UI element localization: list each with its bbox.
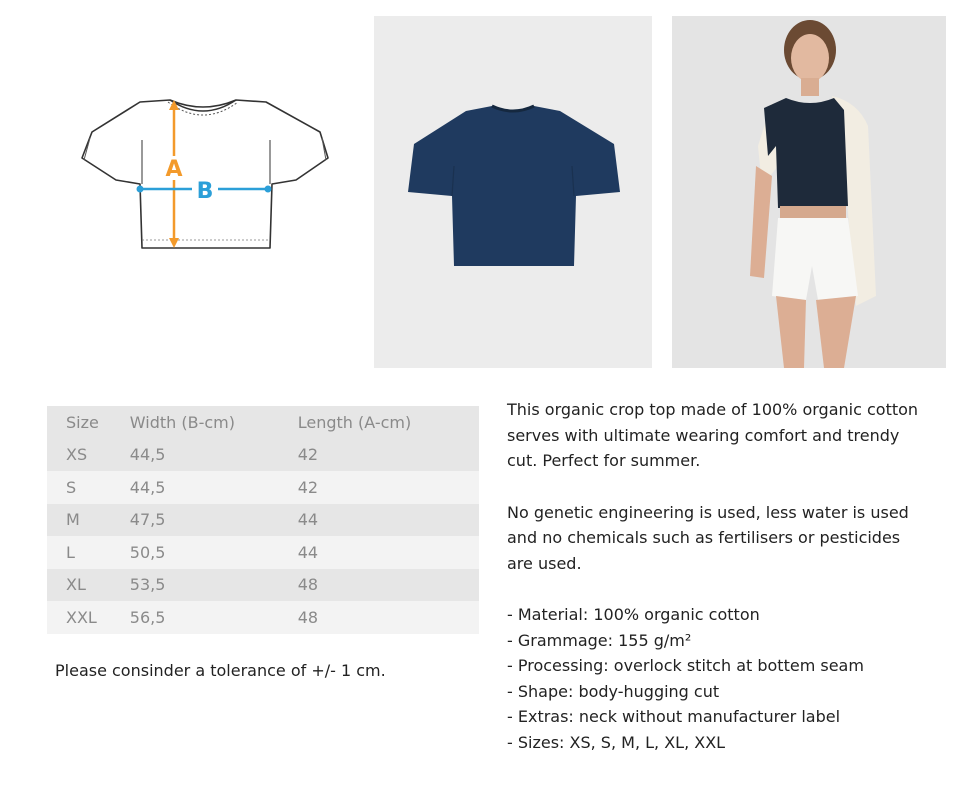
size-cell: XS	[66, 445, 88, 465]
table-row	[47, 504, 479, 537]
width-cell: 53,5	[129, 575, 166, 595]
size-cell: M	[66, 510, 80, 530]
table-row	[47, 471, 479, 504]
tolerance-note: Please consinder a tolerance of +/- 1 cm.	[55, 661, 386, 680]
product-description	[507, 397, 927, 755]
feature-item: - Material: 100% organic cotton	[507, 605, 760, 624]
measurement-diagram	[70, 80, 340, 270]
table-row	[47, 536, 479, 569]
size-table	[47, 406, 479, 634]
feature-list	[507, 602, 927, 755]
width-cell: 50,5	[129, 542, 166, 562]
table-row	[47, 601, 479, 634]
table-row	[47, 569, 479, 602]
crop-top-image	[374, 16, 652, 368]
feature-item: - Shape: body-hugging cut	[507, 681, 720, 701]
width-header: Width (B-cm)	[129, 412, 235, 432]
description-paragraph: This organic crop top made of 100% organic cotton serves with ultimate wearing comfort and trendy cut. Perfect for summer.	[507, 400, 919, 470]
model-image	[672, 16, 946, 368]
size-table-header	[47, 406, 479, 439]
feature-item: - Extras: neck without manufacturer label	[507, 707, 841, 726]
length-header: Length (A-cm)	[297, 412, 412, 432]
feature-item: - Processing: overlock stitch at bottem seam	[507, 656, 864, 675]
length-cell: 44	[297, 510, 319, 530]
size-header: Size	[66, 412, 99, 432]
table-row	[47, 439, 479, 472]
width-cell: 44,5	[129, 477, 166, 497]
size-cell: S	[66, 477, 77, 497]
feature-item: - Grammage: 155 g/m²	[507, 630, 692, 650]
description-paragraph: No genetic engineering is used, less water is used and no chemicals such as fertilisers or pesticides are used.	[507, 502, 909, 573]
width-cell: 56,5	[129, 607, 166, 627]
width-cell: 47,5	[129, 510, 166, 530]
length-cell: 44	[297, 542, 319, 562]
length-cell: 42	[297, 445, 319, 465]
length-cell: 42	[297, 477, 319, 497]
measure-b-label: B	[196, 179, 214, 204]
length-cell: 48	[297, 575, 319, 595]
size-cell: L	[66, 542, 75, 562]
product-photo	[374, 16, 652, 368]
feature-item: - Sizes: XS, S, M, L, XL, XXL	[507, 732, 726, 752]
model-photo	[672, 16, 946, 368]
crop-top-outline	[82, 100, 328, 248]
measure-a-label: A	[165, 157, 183, 182]
width-cell: 44,5	[129, 445, 166, 465]
size-cell: XXL	[66, 607, 97, 627]
size-cell: XL	[66, 575, 86, 595]
length-cell: 48	[297, 607, 319, 627]
